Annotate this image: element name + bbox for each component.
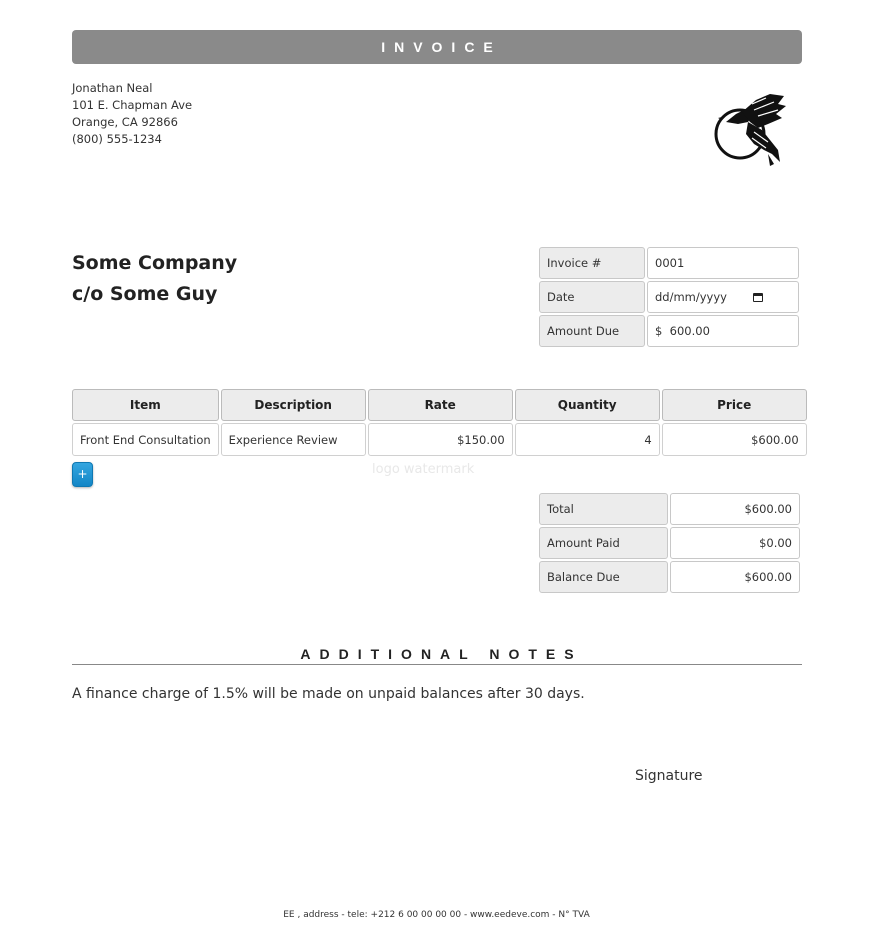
balance-due-value: $600.00 xyxy=(670,561,800,593)
eagle-logo-icon[interactable] xyxy=(708,92,790,170)
sender-street[interactable]: 101 E. Chapman Ave xyxy=(72,98,193,112)
invoice-number-label: Invoice # xyxy=(539,247,645,279)
signature-label: Signature xyxy=(635,768,703,784)
amount-due-field xyxy=(647,315,799,347)
item-price-cell: $600.00 xyxy=(662,423,807,456)
calendar-icon[interactable] xyxy=(753,293,763,302)
column-header-price[interactable]: Price xyxy=(662,389,807,421)
total-label: Total xyxy=(539,493,668,525)
recipient-company[interactable]: Some Company xyxy=(72,252,238,274)
recipient-block xyxy=(72,248,237,310)
date-input[interactable] xyxy=(647,281,799,313)
notes-heading: ADDITIONAL NOTES xyxy=(300,646,583,662)
logo-watermark-image: logo watermark xyxy=(372,462,475,477)
invoice-title: INVOICE xyxy=(72,30,802,64)
sender-name[interactable]: Jonathan Neal xyxy=(72,81,153,95)
column-header-rate[interactable]: Rate xyxy=(368,389,513,421)
total-value: $600.00 xyxy=(670,493,800,525)
item-description-cell[interactable]: Experience Review xyxy=(221,423,366,456)
recipient-contact[interactable]: c/o Some Guy xyxy=(72,283,218,305)
add-row-button[interactable]: + xyxy=(72,462,93,487)
item-quantity-cell[interactable]: 4 xyxy=(515,423,660,456)
sender-city[interactable]: Orange, CA 92866 xyxy=(72,115,178,129)
amount-paid-field[interactable]: $0.00 xyxy=(670,527,800,559)
table-row xyxy=(72,423,807,456)
column-header-item[interactable]: Item xyxy=(72,389,219,421)
date-label: Date xyxy=(539,281,645,313)
invoice-number-field[interactable]: 0001 xyxy=(647,247,799,279)
item-name-cell[interactable]: Front End Consultation xyxy=(72,423,219,456)
invoice-meta-table xyxy=(537,245,801,349)
column-header-quantity[interactable]: Quantity xyxy=(515,389,660,421)
sender-phone[interactable]: (800) 555-1234 xyxy=(72,132,162,146)
amount-due-value: 600.00 xyxy=(669,324,710,338)
sender-address xyxy=(72,80,192,148)
currency-symbol: $ xyxy=(655,324,663,338)
column-header-description[interactable]: Description xyxy=(221,389,366,421)
balance-due-label: Balance Due xyxy=(539,561,668,593)
notes-divider xyxy=(72,664,802,665)
item-rate-cell[interactable]: $150.00 xyxy=(368,423,513,456)
footer-text: EE , address - tele: +212 6 00 00 00 00 - www.eedeve.com - N° TVA xyxy=(283,910,590,920)
amount-paid-label: Amount Paid xyxy=(539,527,668,559)
date-placeholder: dd/mm/yyyy xyxy=(655,290,727,304)
totals-table xyxy=(537,491,802,595)
amount-due-label: Amount Due xyxy=(539,315,645,347)
items-table xyxy=(70,387,809,458)
notes-text[interactable]: A finance charge of 1.5% will be made on unpaid balances after 30 days. xyxy=(72,686,585,702)
